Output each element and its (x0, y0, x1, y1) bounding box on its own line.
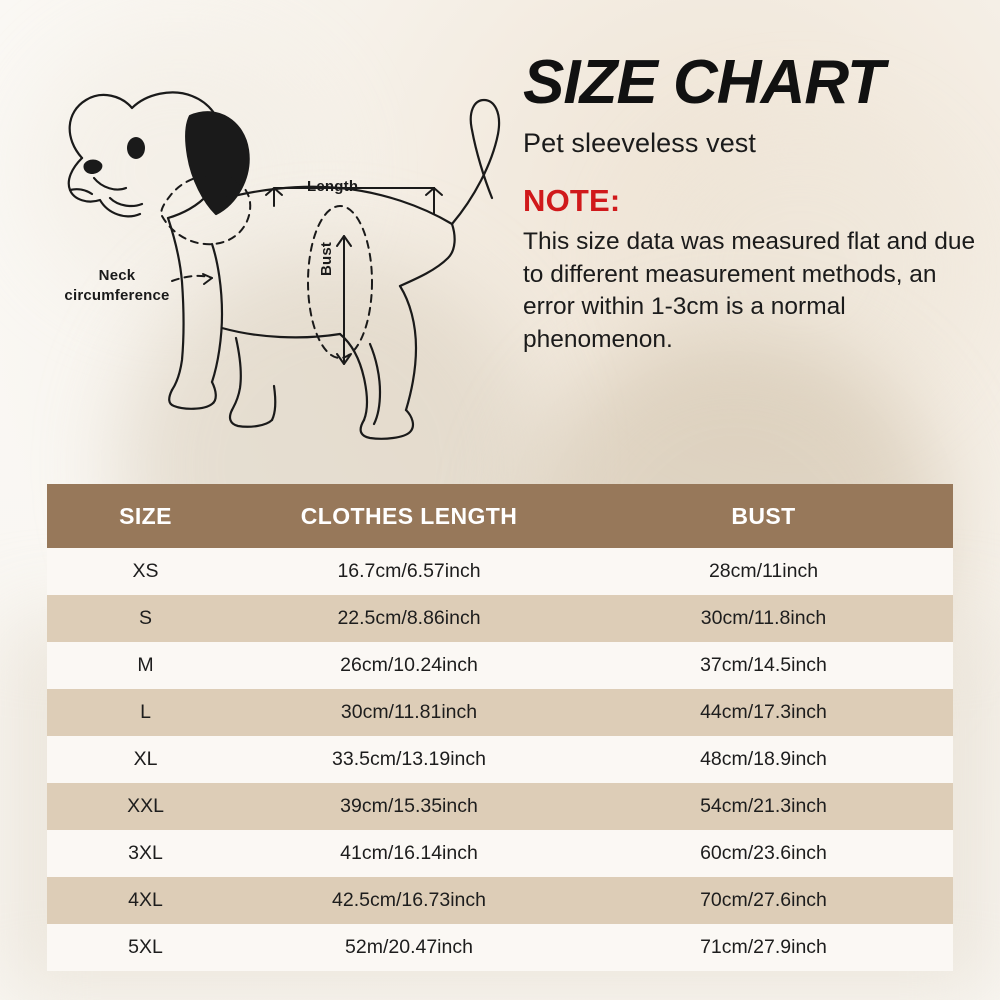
cell-size: M (47, 642, 244, 689)
table-body (47, 548, 953, 971)
cell-size: 5XL (47, 924, 244, 971)
cell-bust: 37cm/14.5inch (574, 642, 953, 689)
cell-clothes-length: 39cm/15.35inch (244, 783, 574, 830)
dog-outline-icon (22, 38, 542, 458)
column-header-bust: BUST (574, 484, 953, 548)
cell-bust: 44cm/17.3inch (574, 689, 953, 736)
size-table (47, 484, 953, 971)
label-neck-line2: circumference (64, 287, 170, 305)
cell-bust: 54cm/21.3inch (574, 783, 953, 830)
table-row (47, 548, 953, 595)
cell-size: L (47, 689, 244, 736)
cell-size: S (47, 595, 244, 642)
header-text-block (523, 48, 978, 356)
cell-clothes-length: 26cm/10.24inch (244, 642, 574, 689)
table-row (47, 830, 953, 877)
label-neck-line1: Neck (98, 267, 136, 284)
cell-bust: 30cm/11.8inch (574, 595, 953, 642)
dog-illustration (22, 38, 542, 458)
table-row (47, 736, 953, 783)
table-row (47, 689, 953, 736)
cell-clothes-length: 42.5cm/16.73inch (244, 877, 574, 924)
cell-clothes-length: 22.5cm/8.86inch (244, 595, 574, 642)
label-length: Length (307, 178, 359, 195)
table-row (47, 595, 953, 642)
page-title: SIZE CHART (523, 48, 884, 117)
table-row (47, 924, 953, 971)
cell-clothes-length: 33.5cm/13.19inch (244, 736, 574, 783)
table-row (47, 877, 953, 924)
table-row (47, 783, 953, 830)
cell-bust: 70cm/27.6inch (574, 877, 953, 924)
cell-bust: 28cm/11inch (574, 548, 953, 595)
note-label: NOTE: (523, 183, 621, 218)
column-header-clothes-length: CLOTHES LENGTH (244, 484, 574, 548)
cell-size: XS (47, 548, 244, 595)
cell-size: XXL (47, 783, 244, 830)
cell-size: XL (47, 736, 244, 783)
cell-bust: 71cm/27.9inch (574, 924, 953, 971)
label-bust: Bust (318, 241, 335, 276)
cell-bust: 48cm/18.9inch (574, 736, 953, 783)
table-row (47, 642, 953, 689)
cell-clothes-length: 52m/20.47inch (244, 924, 574, 971)
column-header-size: SIZE (47, 484, 244, 548)
cell-clothes-length: 41cm/16.14inch (244, 830, 574, 877)
label-neck-circumference (42, 266, 192, 307)
size-table-wrapper (47, 484, 953, 971)
cell-bust: 60cm/23.6inch (574, 830, 953, 877)
cell-size: 3XL (47, 830, 244, 877)
cell-size: 4XL (47, 877, 244, 924)
table-header-row (47, 484, 953, 548)
cell-clothes-length: 30cm/11.81inch (244, 689, 574, 736)
cell-clothes-length: 16.7cm/6.57inch (244, 548, 574, 595)
note-body: This size data was measured flat and due to different measurement methods, an error within 1-3cm is a normal phenomenon. (523, 228, 976, 353)
page-subtitle: Pet sleeveless vest (523, 128, 757, 158)
